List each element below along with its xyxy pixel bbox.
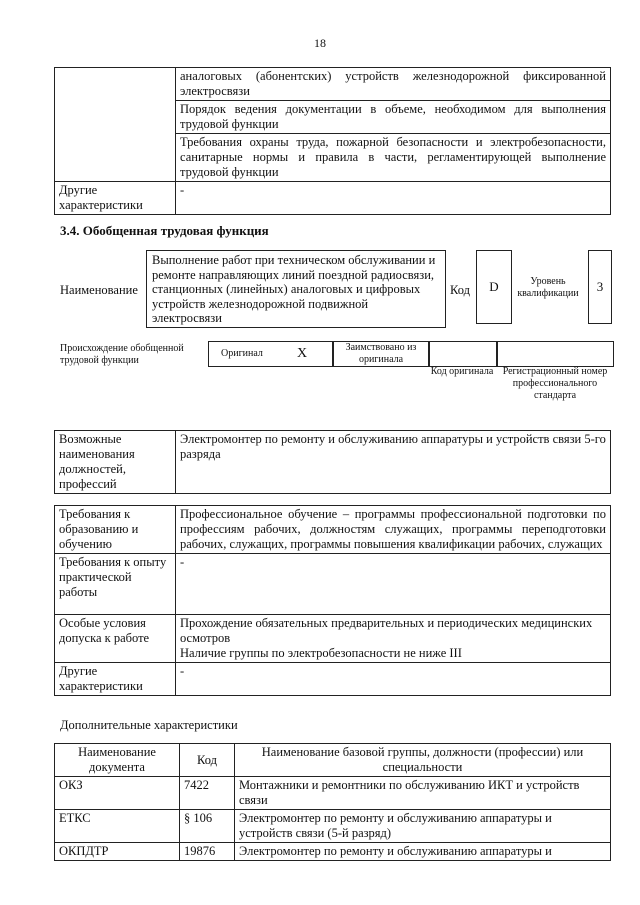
table-row [55,431,611,494]
column-header: Наименование базовой группы, должности (профессии) или специальности [235,744,611,777]
row-value: Электромонтер по ремонту и обслуживанию аппаратуры и устройств связи 5-го разряда [176,431,611,494]
origin-label: Происхождение обобщенной трудовой функции [60,343,184,366]
table-row [55,843,611,861]
level-label: Уровень квалификации [517,276,579,299]
requirements-table [54,505,611,696]
row-value: - [176,182,611,215]
table-cell: Электромонтер по ремонту и обслуживанию аппаратуры и [235,843,611,861]
original-box [208,341,334,367]
original-code-box [428,341,498,367]
table-cell: ЕТКС [55,810,180,843]
name-label: Наименование [60,283,138,297]
positions-table [54,430,611,494]
continuation-table [54,67,611,215]
original-mark: X [297,346,308,361]
table-header-row [55,744,611,777]
row-label: Другие характеристики [55,182,176,215]
column-header: Наименование документа [55,744,180,777]
section-title: 3.4. Обобщенная трудовая функция [60,223,269,238]
borrowed-box: Заимствовано из оригинала [332,341,430,367]
page-number: 18 [314,36,326,50]
table-row [55,777,611,810]
row-value: - [176,663,611,696]
row-label: Другие характеристики [55,663,176,696]
table-row [55,182,611,215]
row-label: Возможные наименования должностей, профессий [55,431,176,494]
table-cell: Порядок ведения документации в объеме, необходимом для выполнения трудовой функции [176,101,611,134]
table-cell: Монтажники и ремонтники по обслуживанию ИКТ и устройств связи [235,777,611,810]
additional-title: Дополнительные характеристики [60,718,238,732]
column-header: Код [180,744,235,777]
table-row [55,506,611,554]
level-value-box: 3 [588,250,612,324]
table-row [55,554,611,615]
reg-caption: Регистрационный номер профессионального стандарта [502,366,608,401]
original-label: Оригинал [221,348,263,359]
table-cell: Требования охраны труда, пожарной безопасности и электробезопасности, санитарные нормы и правила в части, регламентирующей выполнение трудовой функции [176,134,611,182]
table-cell: аналоговых (абонентских) устройств железнодорожной фиксированной электросвязи [176,68,611,101]
additional-table [54,743,611,861]
table-cell: 19876 [180,843,235,861]
row-value: Профессиональное обучение – программы профессиональной подготовки по профессиям рабочих, должностям служащих, программы переподготовки рабочих, служащих, программы повышения квалификации рабочих, служащих [176,506,611,554]
table-cell: ОКПДТР [55,843,180,861]
row-label: Требования к опыту практической работы [55,554,176,615]
table-row [55,663,611,696]
table-cell: § 106 [180,810,235,843]
table-cell: ОКЗ [55,777,180,810]
table-cell: 7422 [180,777,235,810]
code-caption: Код оригинала [430,366,494,377]
table-row [55,68,611,101]
function-name-box: Выполнение работ при техническом обслуживании и ремонте направляющих линий поездной радиосвязи, станционных (линейных) аналоговых и цифровых устройств железнодорожной подвижной электросвязи [146,250,446,328]
row-value: - [176,554,611,615]
reg-number-box [496,341,614,367]
code-label: Код [450,283,470,297]
code-value-box: D [476,250,512,324]
row-value: Прохождение обязательных предварительных и периодических медицинских осмотров Наличие группы по электробезопасности не ниже III [176,615,611,663]
table-row [55,615,611,663]
table-cell: Электромонтер по ремонту и обслуживанию аппаратуры и устройств связи (5-й разряд) [235,810,611,843]
row-label: Требования к образованию и обучению [55,506,176,554]
table-row [55,810,611,843]
row-label: Особые условия допуска к работе [55,615,176,663]
